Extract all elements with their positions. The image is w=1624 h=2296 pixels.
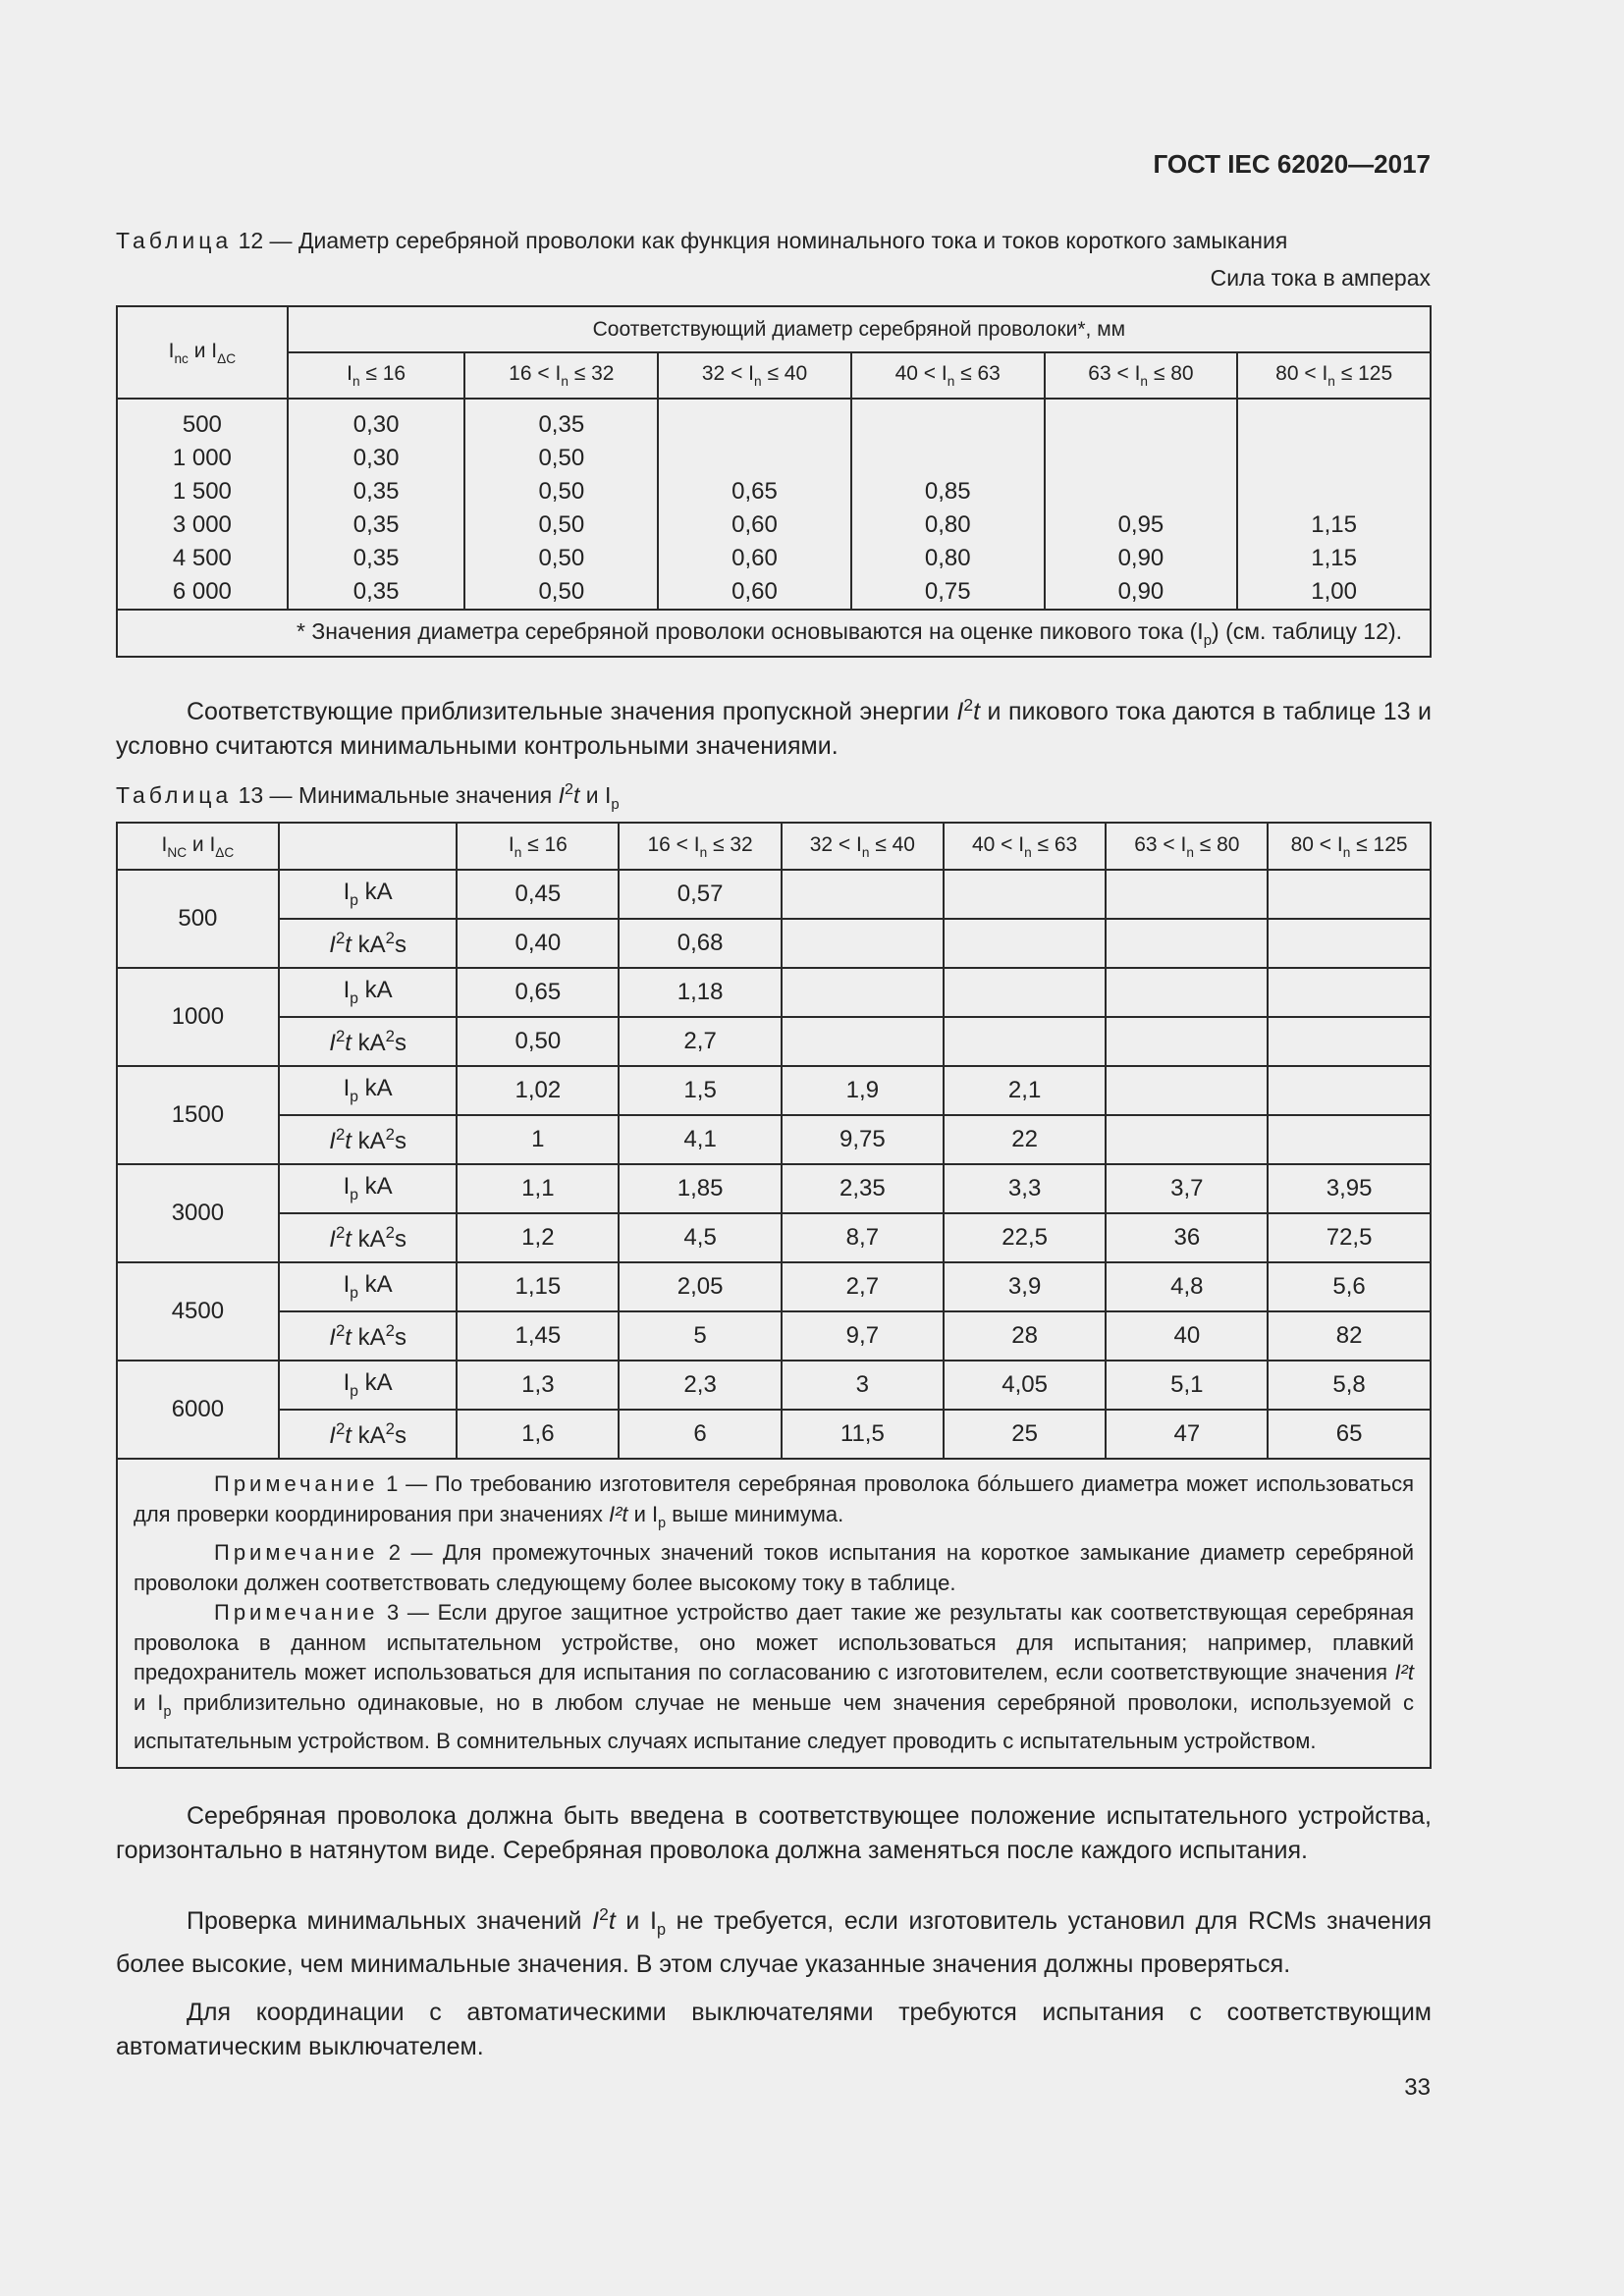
table13-current-cell: 1000	[117, 968, 279, 1066]
table13-cell: 40	[1106, 1311, 1268, 1361]
table12-value-column	[851, 399, 1045, 610]
table12-cell	[1238, 475, 1430, 508]
table13-cell	[782, 919, 944, 968]
table13-col-header: $80 < I_n \le 125$	[1268, 823, 1431, 870]
table12-cell: 1,00	[1311, 578, 1357, 605]
table13-cell: 2,05	[619, 1262, 782, 1311]
table13-row	[117, 1017, 1431, 1066]
table12-body-row	[117, 399, 1431, 610]
table12-cell: 0,50	[538, 578, 585, 605]
table13-cell: 8,7	[782, 1213, 944, 1262]
table13-cell	[944, 870, 1107, 919]
table13-cell: 22,5	[944, 1213, 1107, 1262]
table13-cell	[1106, 1017, 1268, 1066]
table13-cell: 0,68	[619, 919, 782, 968]
table13-param-i2t: $I^2t$ $kA^2s$	[279, 1115, 458, 1164]
table12-cell: 0,35	[352, 478, 400, 505]
table12-footnote: * Значения диаметра серебряной проволоки основываются на оценке пикового тока $(I_p)$ (см. таблицу 12).	[117, 610, 1431, 657]
table-12	[116, 305, 1432, 658]
table13-cell	[944, 968, 1107, 1017]
table13-col-header: $16 < I_n \le 32$	[619, 823, 782, 870]
table12-col-header: $16 < I_n \le 32$	[464, 352, 658, 399]
table13-cell: 1,1	[457, 1164, 619, 1213]
page-number: 33	[1404, 2074, 1431, 2101]
table13-cell: 1,2	[457, 1213, 619, 1262]
table13-cell: 5,6	[1268, 1262, 1431, 1311]
table13-cell	[1106, 1066, 1268, 1115]
table13-cell	[1268, 1066, 1431, 1115]
table12-col-header: $40 < I_n \le 63$	[851, 352, 1045, 399]
table13-cell: 3,9	[944, 1262, 1107, 1311]
table13-cell: 1,45	[457, 1311, 619, 1361]
table12-cell: 0,30	[352, 445, 400, 471]
table13-cell: 5	[619, 1311, 782, 1361]
table12-cell	[852, 442, 1044, 475]
table13-cell	[782, 1017, 944, 1066]
table12-current-value: 500	[182, 411, 222, 438]
table13-row-header: $I_{NC}$ и $I_{\Delta C}$	[117, 823, 279, 870]
table12-caption-word: Таблица	[116, 228, 233, 253]
table13-row	[117, 1311, 1431, 1361]
table12-value-column	[658, 399, 851, 610]
table12-cell: 0,85	[924, 478, 971, 505]
table12-value-column	[1045, 399, 1238, 610]
table13-cell: 1,5	[619, 1066, 782, 1115]
table12-cell	[1046, 408, 1237, 442]
table12-cell: 0,65	[731, 478, 778, 505]
table13-col-header: $63 < I_n \le 80$	[1106, 823, 1268, 870]
table13-cell: 3,95	[1268, 1164, 1431, 1213]
table13-cell: 25	[944, 1410, 1107, 1459]
paragraph-silver-wire: Серебряная проволока должна быть введена в соответствующее положение испытательного устройства, горизонтально в натянутом виде. Серебряная проволока должна заменяться после каждого испытания.	[116, 1802, 1432, 1864]
table12-col-header: $32 < I_n \le 40$	[658, 352, 851, 399]
table13-cell: 82	[1268, 1311, 1431, 1361]
table13-note-1: Примечание 1 — По требованию изготовителя серебряная проволока бóльшего диаметра может использоваться для проверки координирования при значениях I²t и $I_p$ выше минимума.	[134, 1471, 1414, 1531]
table13-cell: 65	[1268, 1410, 1431, 1459]
table13-cell: 2,35	[782, 1164, 944, 1213]
table12-cell: 0,35	[538, 411, 585, 438]
table12-cell	[1238, 408, 1430, 442]
table13-cell	[1106, 919, 1268, 968]
table12-current-value: 4 500	[172, 545, 232, 571]
table13-current-cell: 500	[117, 870, 279, 968]
table12-cell: 0,80	[924, 511, 971, 538]
table13-cell: 1,6	[457, 1410, 619, 1459]
table13-row	[117, 1115, 1431, 1164]
table13-cell: 3	[782, 1361, 944, 1410]
table13-notes	[117, 1459, 1431, 1768]
table13-cell: 9,7	[782, 1311, 944, 1361]
table12-cell: 0,60	[731, 545, 778, 571]
table13-note-2: Примечание 2 — Для промежуточных значений токов испытания на короткое замыкание диаметр серебряной проволоки должен соответствовать следующему более высокому току в таблице.	[134, 1540, 1414, 1595]
table12-value-column	[1237, 399, 1431, 610]
table13-cell: 5,1	[1106, 1361, 1268, 1410]
table13-param-i2t: $I^2t$ $kA^2s$	[279, 919, 458, 968]
table13-current-cell: 6000	[117, 1361, 279, 1459]
table13-row	[117, 1164, 1431, 1213]
table13-row	[117, 1410, 1431, 1459]
table12-cell	[1046, 442, 1237, 475]
table12-cell: 0,35	[352, 545, 400, 571]
table12-value-column	[288, 399, 465, 610]
table13-cell: 1,02	[457, 1066, 619, 1115]
table13-cell: 2,7	[782, 1262, 944, 1311]
paragraph-verification: Проверка минимальных значений $I^2t$ и $I_p$ не требуется, если изготовитель установил для RCMs значения более высокие, чем минимальные значения. В этом случае указанные значения должны проверяться.	[116, 1904, 1432, 1978]
table12-cell	[852, 408, 1044, 442]
paragraph-coordination: Для координации с автоматическими выключателями требуются испытания с соответствующим автоматическим выключателем.	[116, 1999, 1432, 2060]
table13-param-ip: $I_p$ kA	[279, 1361, 458, 1410]
table13-param-header	[279, 823, 458, 870]
table13-row	[117, 1066, 1431, 1115]
table13-cell	[1268, 1115, 1431, 1164]
table12-cell: 0,95	[1117, 511, 1164, 538]
table13-row	[117, 968, 1431, 1017]
table12-current-value: 1 000	[172, 445, 232, 471]
table13-row	[117, 1361, 1431, 1410]
table12-row-header: $I_{nc}$ и $I_{\Delta C}$	[117, 306, 288, 399]
table13-cell	[782, 870, 944, 919]
table12-cell: 1,15	[1311, 511, 1357, 538]
table13-cell	[1106, 1115, 1268, 1164]
table13-cell	[782, 968, 944, 1017]
table13-cell: 2,3	[619, 1361, 782, 1410]
table13-cell: 3,3	[944, 1164, 1107, 1213]
table13-param-ip: $I_p$ kA	[279, 1066, 458, 1115]
table13-caption-text: 13 — Минимальные значения $I^2t$ и $I_p$	[238, 780, 620, 813]
table13-cell: 2,1	[944, 1066, 1107, 1115]
table13-cell: 4,1	[619, 1115, 782, 1164]
table13-cell: 1,85	[619, 1164, 782, 1213]
table12-col-header: $I_n \le 16$	[288, 352, 465, 399]
table13-cell: 22	[944, 1115, 1107, 1164]
table12-cell	[659, 408, 850, 442]
table13-cell: 72,5	[1268, 1213, 1431, 1262]
table13-note-3: Примечание 3 — Если другое защитное устройство дает такие же результаты как соответствующая серебряная проволока в данном испытательном устройстве, оно может использоваться для испытания; например, плавкий предохранитель может использоваться для испытания по согласованию с изготовителем, если соответствующие значения I²t и $I_p$ приблизительно одинаковые, но в любом случае не меньше чем значения серебряной проволоки, используемой с испытательным устройством. В сомнительных случаях испытание следует проводить с испытательным устройством.	[134, 1600, 1415, 1753]
table13-cell: 1	[457, 1115, 619, 1164]
table12-cell: 0,90	[1117, 545, 1164, 571]
table13-cell: 0,65	[457, 968, 619, 1017]
table13-cell: 1,18	[619, 968, 782, 1017]
table13-param-ip: $I_p$ kA	[279, 1262, 458, 1311]
table13-cell: 4,5	[619, 1213, 782, 1262]
table13-cell: 2,7	[619, 1017, 782, 1066]
table12-cell: 0,50	[538, 545, 585, 571]
table13-cell: 1,3	[457, 1361, 619, 1410]
table12-current-value: 1 500	[172, 478, 232, 505]
table12-cell	[1238, 442, 1430, 475]
table13-caption	[116, 780, 620, 813]
table13-cell	[1106, 968, 1268, 1017]
table13-caption-word: Таблица	[116, 782, 233, 808]
table12-cell: 0,50	[538, 511, 585, 538]
table13-param-ip: $I_p$ kA	[279, 1164, 458, 1213]
table13-current-cell: 3000	[117, 1164, 279, 1262]
table12-current-value: 3 000	[172, 511, 232, 538]
table13-cell: 6	[619, 1410, 782, 1459]
table13-cell: 47	[1106, 1410, 1268, 1459]
table12-current-column	[117, 399, 288, 610]
table12-cell: 0,60	[731, 511, 778, 538]
table13-cell: 5,8	[1268, 1361, 1431, 1410]
table13-param-i2t: $I^2t$ $kA^2s$	[279, 1213, 458, 1262]
table13-cell: 4,05	[944, 1361, 1107, 1410]
standard-designation: ГОСТ IEC 62020—2017	[1153, 149, 1431, 179]
table12-caption	[116, 228, 1287, 254]
table13-param-i2t: $I^2t$ $kA^2s$	[279, 1017, 458, 1066]
table12-cell: 1,15	[1311, 545, 1357, 571]
table12-cell: 0,90	[1117, 578, 1164, 605]
table12-cell: 0,30	[352, 411, 400, 438]
table13-cell: 28	[944, 1311, 1107, 1361]
table13-cell	[1268, 968, 1431, 1017]
table13-current-cell: 1500	[117, 1066, 279, 1164]
table12-col-header: $63 < I_n \le 80$	[1045, 352, 1238, 399]
table12-current-value: 6 000	[172, 578, 232, 605]
table13-cell: 0,40	[457, 919, 619, 968]
table13-cell	[944, 1017, 1107, 1066]
table13-cell: 1,9	[782, 1066, 944, 1115]
table13-cell: 36	[1106, 1213, 1268, 1262]
table12-caption-text: 12 — Диаметр серебряной проволоки как функция номинального тока и токов короткого замыкания	[238, 228, 1288, 253]
table12-value-column	[464, 399, 658, 610]
table13-col-header: $40 < I_n \le 63$	[944, 823, 1107, 870]
table13-param-ip: $I_p$ kA	[279, 968, 458, 1017]
table13-param-i2t: $I^2t$ $kA^2s$	[279, 1410, 458, 1459]
table13-cell: 4,8	[1106, 1262, 1268, 1311]
table13-cell	[1268, 870, 1431, 919]
table13-cell	[1268, 1017, 1431, 1066]
table12-group-header: Соответствующий диаметр серебряной проволоки*, мм	[288, 306, 1431, 352]
table13-cell	[1268, 919, 1431, 968]
table12-col-header: $80 < I_n \le 125$	[1237, 352, 1431, 399]
table12-cell: 0,80	[924, 545, 971, 571]
table13-cell: 1,15	[457, 1262, 619, 1311]
table13-cell: 9,75	[782, 1115, 944, 1164]
table13-param-i2t: $I^2t$ $kA^2s$	[279, 1311, 458, 1361]
table13-cell: 0,50	[457, 1017, 619, 1066]
table13-col-header: $32 < I_n \le 40$	[782, 823, 944, 870]
table12-cell: 0,60	[731, 578, 778, 605]
table12-cell: 0,50	[538, 445, 585, 471]
table13-row	[117, 1262, 1431, 1311]
table-13	[116, 822, 1432, 1769]
table13-row	[117, 870, 1431, 919]
table13-cell	[944, 919, 1107, 968]
table12-cell: 0,50	[538, 478, 585, 505]
table13-cell: 0,45	[457, 870, 619, 919]
table12-cell: 0,35	[352, 511, 400, 538]
table13-row	[117, 919, 1431, 968]
table12-cell: 0,75	[924, 578, 971, 605]
table13-cell: 0,57	[619, 870, 782, 919]
table12-cell	[1046, 475, 1237, 508]
table12-cell	[659, 442, 850, 475]
table12-units: Сила тока в амперах	[1210, 265, 1431, 291]
table13-cell	[1106, 870, 1268, 919]
table13-cell: 11,5	[782, 1410, 944, 1459]
table13-row	[117, 1213, 1431, 1262]
table13-cell: 3,7	[1106, 1164, 1268, 1213]
table13-param-ip: $I_p$ kA	[279, 870, 458, 919]
paragraph-intro-table13: Соответствующие приблизительные значения пропускной энергии $I^2t$ и пикового тока даются в таблице 13 и условно считаются минимальными контрольными значениями.	[116, 695, 1433, 760]
table13-current-cell: 4500	[117, 1262, 279, 1361]
table12-cell: 0,35	[352, 578, 400, 605]
table13-col-header: $I_n \le 16$	[457, 823, 619, 870]
